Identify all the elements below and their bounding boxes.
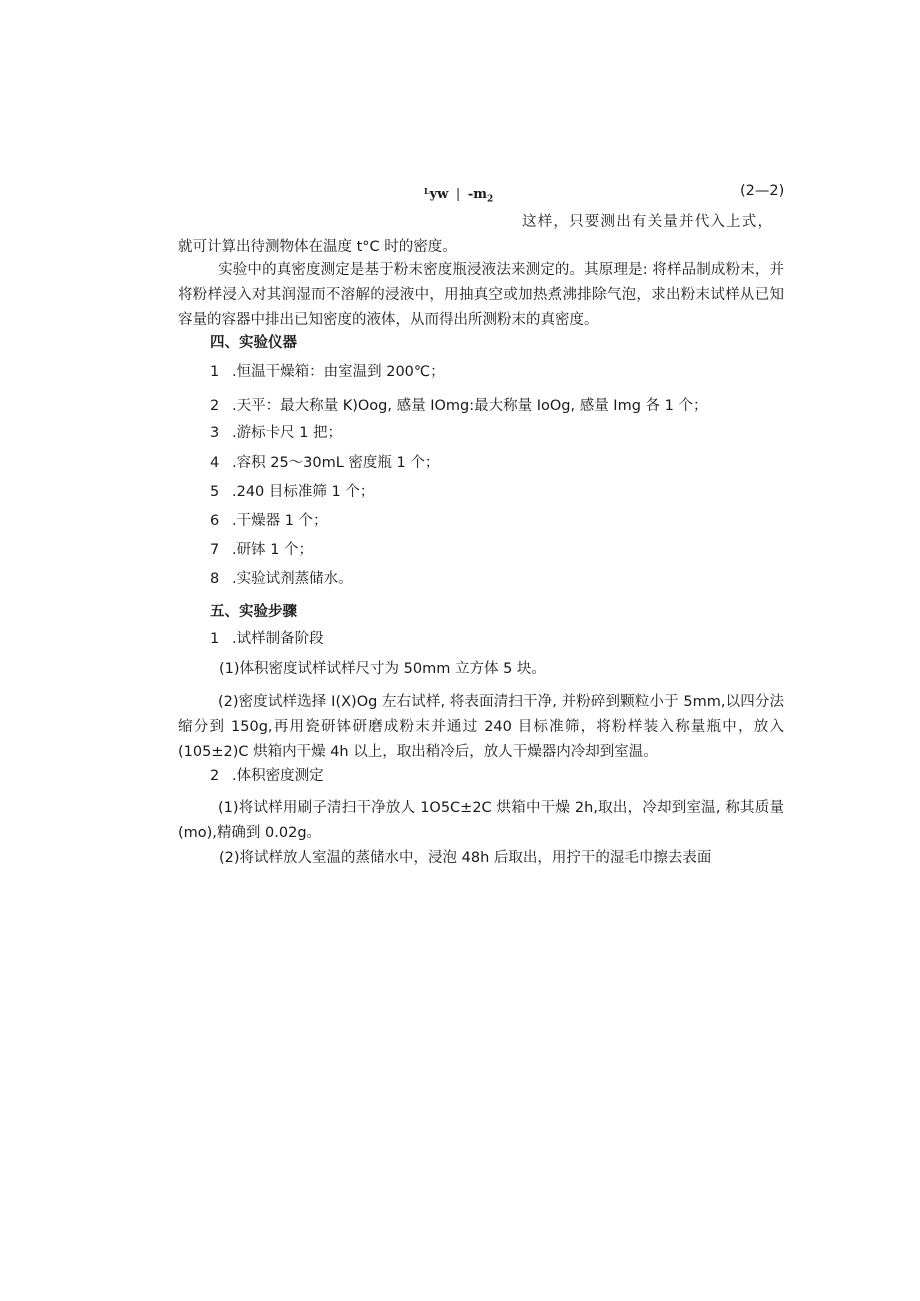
list-item-text: .240 目标准筛 1 个；	[232, 484, 375, 500]
equation-lhs: yw	[429, 187, 449, 202]
list-item	[210, 453, 439, 473]
equation-lhs-sup: L	[424, 186, 430, 196]
list-item	[210, 482, 374, 502]
equation-separator: |	[455, 187, 461, 202]
list-item	[210, 396, 707, 416]
list-item	[210, 569, 353, 589]
principle-paragraph	[178, 258, 784, 333]
list-item-number: 7	[210, 542, 220, 558]
list-item	[210, 362, 445, 382]
section-5-heading: 五、实验步骤	[210, 604, 297, 620]
step-paragraph: (2)密度试样选择 I(X)Og 左右试样, 将表面清扫干净, 并粉碎到颗粒小于 5mm,以四分法缩分到 150g,再用瓷研钵研磨成粉末并通过 240 目标准筛，将粉样装入称量瓶中，放入 (105±2)C 烘箱内干燥 4h 以上，取出稍冷后，放人干燥器内冷却到室温。	[178, 694, 784, 760]
list-item-number: 2	[210, 398, 220, 414]
list-item	[210, 540, 313, 560]
step-paragraph-wrapper	[178, 690, 784, 765]
list-item-number: 3	[210, 425, 220, 441]
list-item-text: .游标卡尺 1 把；	[232, 425, 343, 441]
list-item-text: .研钵 1 个；	[232, 542, 314, 558]
step-number: 2	[210, 768, 220, 784]
step-paragraph: (1)体积密度试样试样尺寸为 50mm 立方体 5 块。	[219, 661, 546, 677]
equation-rhs-sub: 2	[486, 194, 494, 205]
equation-rhs: -m	[467, 187, 487, 202]
equation-number: (2—2)	[740, 183, 785, 199]
list-item-text: .天平：最大称量 K)Oog, 感量 IOmg:最大称量 IoOg, 感量 Img 各 1 个；	[232, 398, 708, 414]
list-item-number: 1	[210, 364, 220, 380]
intro-line-2: 就可计算出待测物体在温度 t°C 时的密度。	[178, 239, 457, 255]
list-item-number: 5	[210, 484, 220, 500]
step-paragraph: (1)将试样用刷子清扫干净放人 1O5C±2C 烘箱中干燥 2h,取出，冷却到室温, 称其质量 (mo),精确到 0.02g。	[178, 800, 784, 841]
list-item-text: .恒温干燥箱：由室温到 200℃；	[232, 364, 445, 380]
list-item	[210, 511, 328, 531]
step-paragraph: (2)将试样放人室温的蒸储水中，浸泡 48h 后取出，用拧干的湿毛巾擦去表面	[219, 850, 712, 866]
intro-line-1: 这样，只要测出有关量并代入上式，	[522, 214, 774, 230]
list-item-number: 6	[210, 513, 220, 529]
list-item-number: 4	[210, 455, 220, 471]
step-heading	[210, 766, 324, 786]
step-title: .试样制备阶段	[232, 631, 324, 647]
equation	[424, 186, 493, 205]
list-item	[210, 423, 342, 443]
step-paragraph-wrapper	[178, 796, 784, 846]
list-item-text: .容积 25～30mL 密度瓶 1 个；	[232, 455, 440, 471]
list-item-text: .干燥器 1 个；	[232, 513, 328, 529]
step-title: .体积密度测定	[232, 768, 324, 784]
principle-text: 实验中的真密度测定是基于粉末密度瓶浸液法来测定的。其原理是: 将样品制成粉末，并将粉样浸入对其润湿而不溶解的浸液中，用抽真空或加热煮沸排除气泡，求出粉末试样从已知容量的容器中排出已知密度的液体，从而得出所测粉末的真密度。	[178, 262, 784, 328]
list-item-number: 8	[210, 571, 220, 587]
list-item-text: .实验试剂蒸储水。	[232, 571, 353, 587]
section-4-heading: 四、实验仪器	[210, 335, 297, 351]
step-number: 1	[210, 631, 220, 647]
step-heading	[210, 629, 324, 649]
